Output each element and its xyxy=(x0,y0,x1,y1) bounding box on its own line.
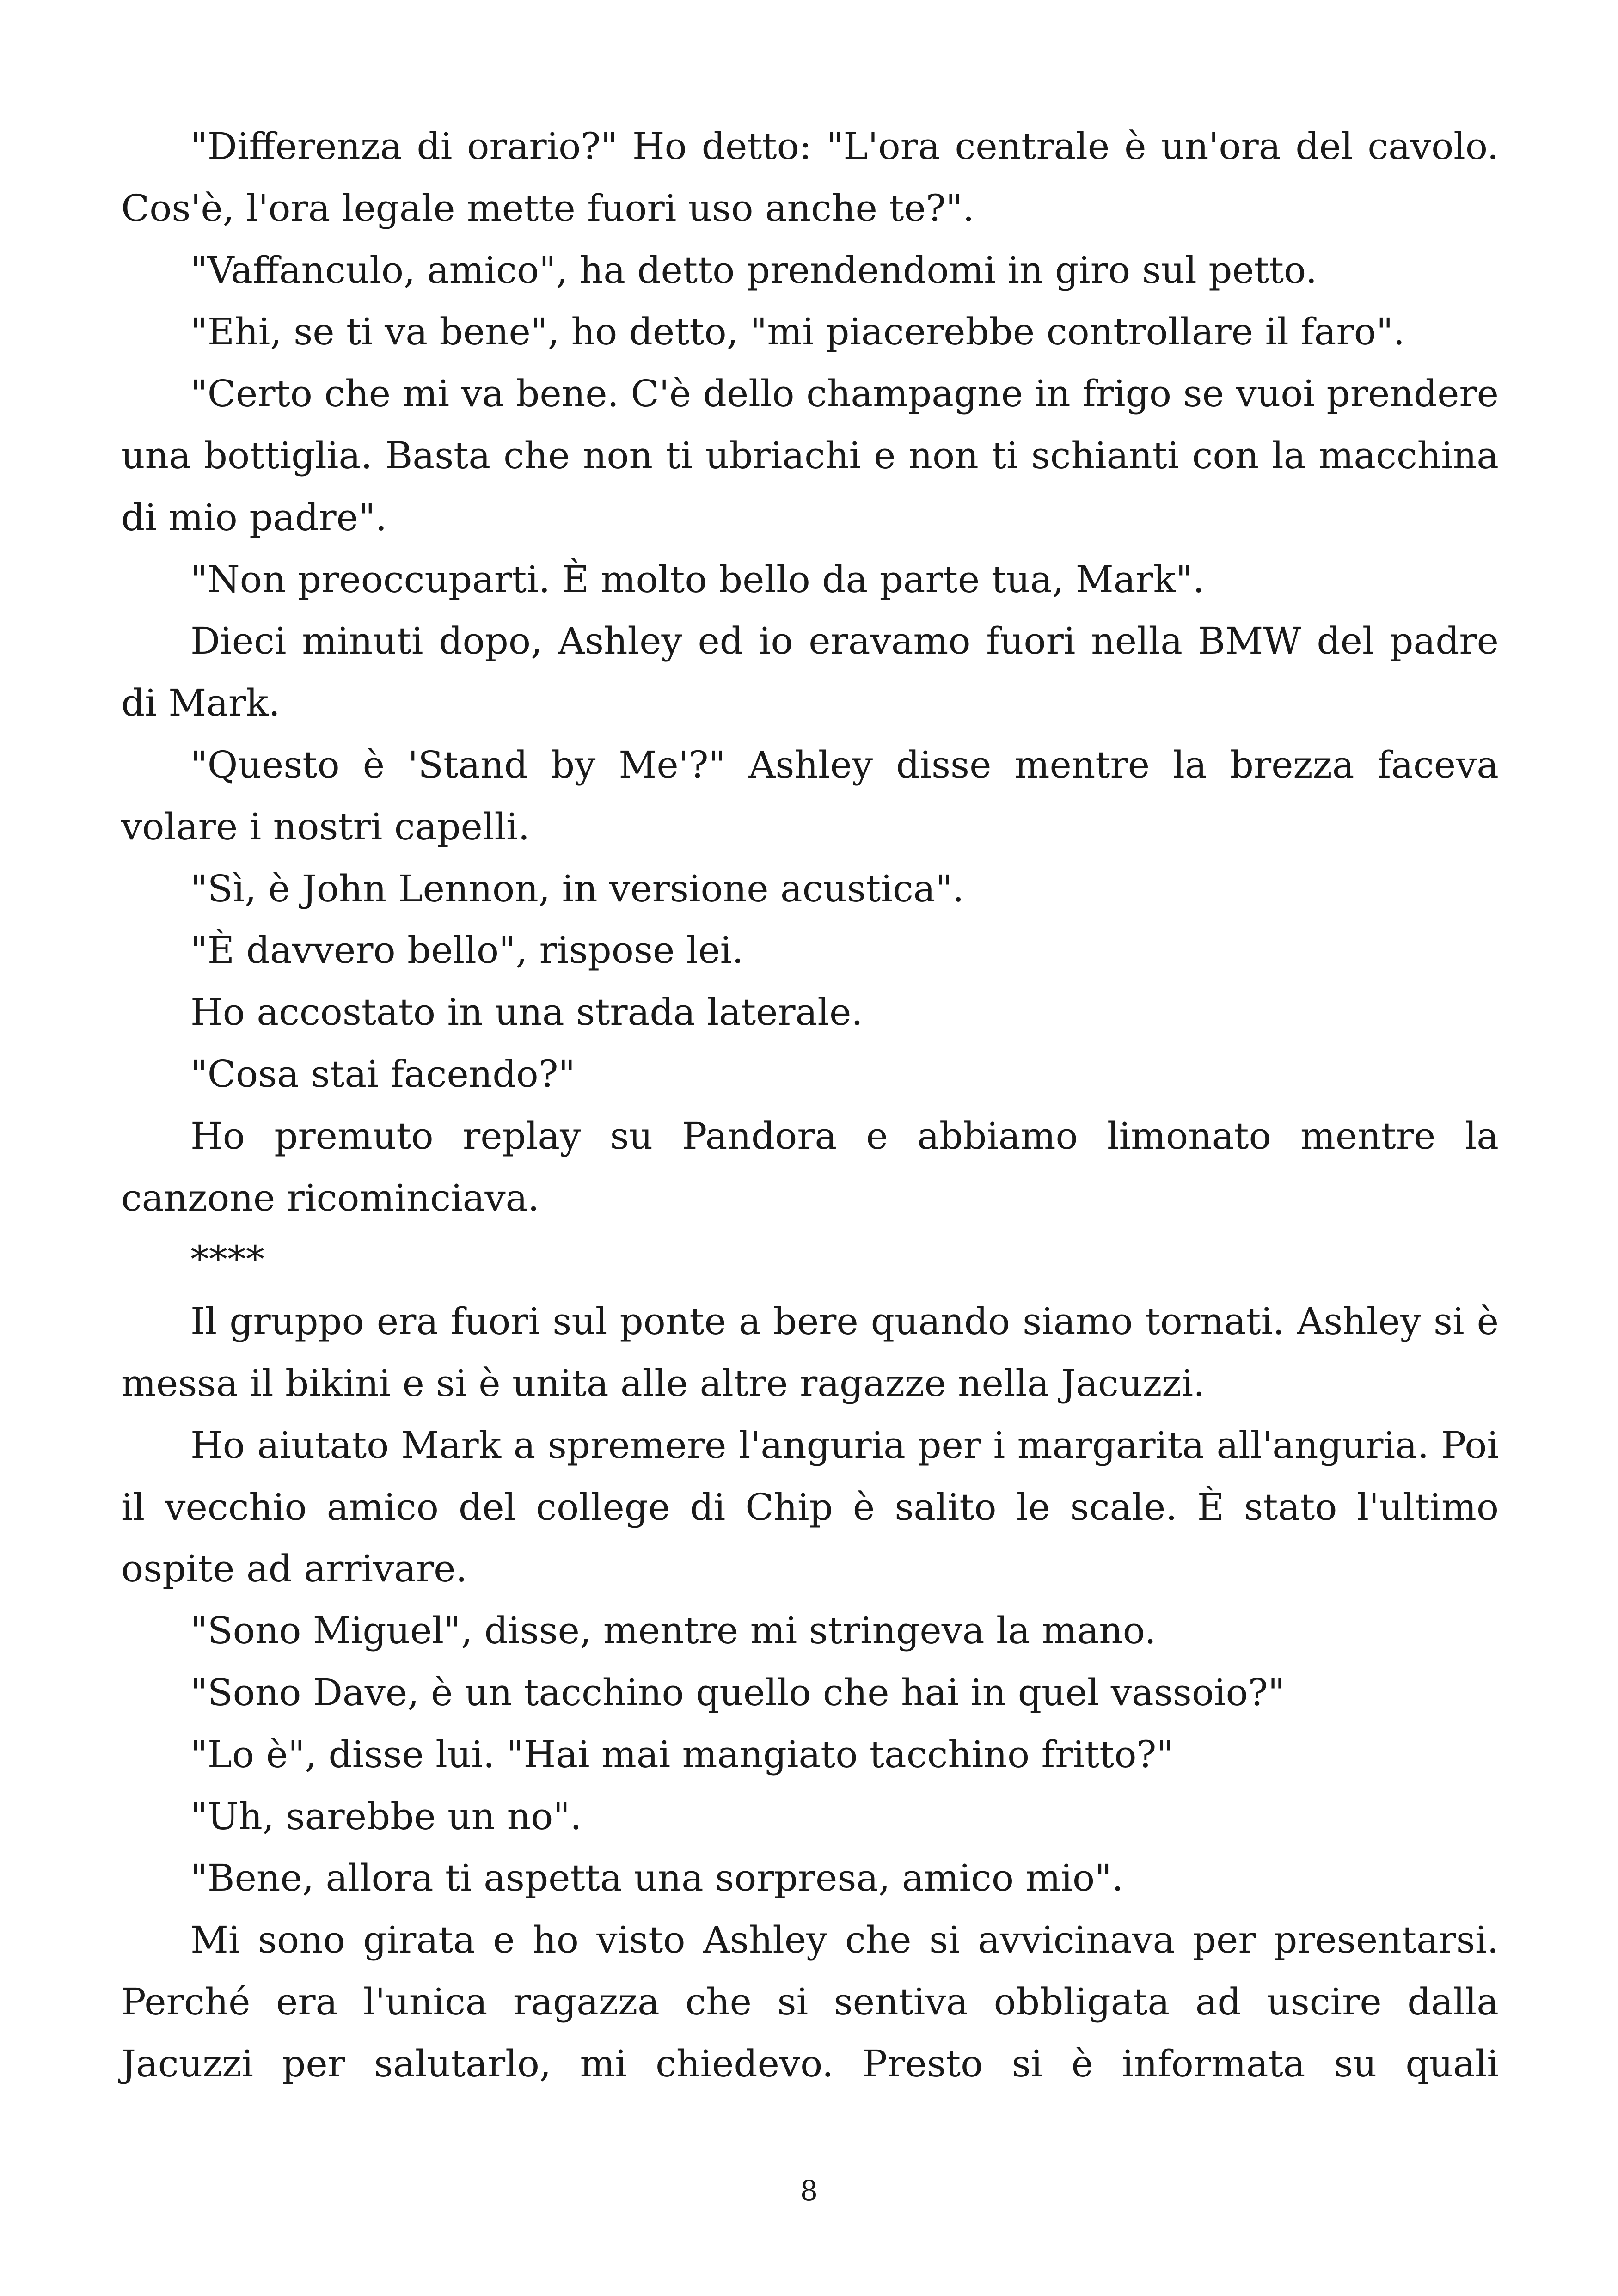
paragraph: Mi sono girata e ho visto Ashley che si avvicinava per presentarsi. Perché era l'unica ragazza che si sentiva obbligata ad uscire dalla Jacuzzi per salutarlo, mi chiedevo. Presto si è informata su quali xyxy=(121,1918,1499,2085)
paragraph: "È davvero bello", rispose lei. xyxy=(190,929,744,972)
paragraph: Ho aiutato Mark a spremere l'anguria per i margarita all'anguria. Poi il vecchio amico del college di Chip è salito le scale. È stato l'ultimo ospite ad arrivare. xyxy=(121,1423,1499,1591)
paragraph: Dieci minuti dopo, Ashley ed io eravamo fuori nella BMW del padre di Mark. xyxy=(121,619,1499,725)
paragraph: "Non preoccuparti. È molto bello da parte tua, Mark". xyxy=(190,557,1205,601)
paragraph: Ho premuto replay su Pandora e abbiamo limonato mentre la canzone ricominciava. xyxy=(121,1114,1499,1219)
page-number: 8 xyxy=(800,2175,818,2207)
paragraph: Ho accostato in una strada laterale. xyxy=(190,991,863,1034)
paragraph: "Questo è 'Stand by Me'?" Ashley disse mentre la brezza faceva volare i nostri capelli. xyxy=(121,743,1499,848)
paragraph: "Sono Dave, è un tacchino quello che hai in quel vassoio?" xyxy=(190,1671,1285,1714)
paragraph: "Cosa stai facendo?" xyxy=(190,1052,576,1096)
paragraph: "Bene, allora ti aspetta una sorpresa, amico mio". xyxy=(190,1856,1124,1900)
paragraph: "Lo è", disse lui. "Hai mai mangiato tacchino fritto?" xyxy=(190,1733,1174,1776)
body-text xyxy=(121,116,1499,2095)
paragraph: "Sì, è John Lennon, in versione acustica". xyxy=(190,867,964,910)
paragraph: "Vaffanculo, amico", ha detto prendendomi in giro sul petto. xyxy=(190,248,1318,292)
paragraph: Il gruppo era fuori sul ponte a bere quando siamo tornati. Ashley si è messa il bikini e si è unita alle altre ragazze nella Jacuzzi. xyxy=(121,1300,1499,1405)
section-break: **** xyxy=(190,1238,264,1281)
paragraph: "Sono Miguel", disse, mentre mi stringeva la mano. xyxy=(190,1609,1156,1653)
paragraph: "Certo che mi va bene. C'è dello champagne in frigo se vuoi prendere una bottiglia. Basta che non ti ubriachi e non ti schianti con la macchina di mio padre". xyxy=(121,372,1499,539)
paragraph: "Differenza di orario?" Ho detto: "L'ora centrale è un'ora del cavolo. Cos'è, l'ora legale mette fuori uso anche te?". xyxy=(121,125,1499,230)
paragraph: "Ehi, se ti va bene", ho detto, "mi piacerebbe controllare il faro". xyxy=(190,310,1405,354)
paragraph: "Uh, sarebbe un no". xyxy=(190,1794,582,1838)
